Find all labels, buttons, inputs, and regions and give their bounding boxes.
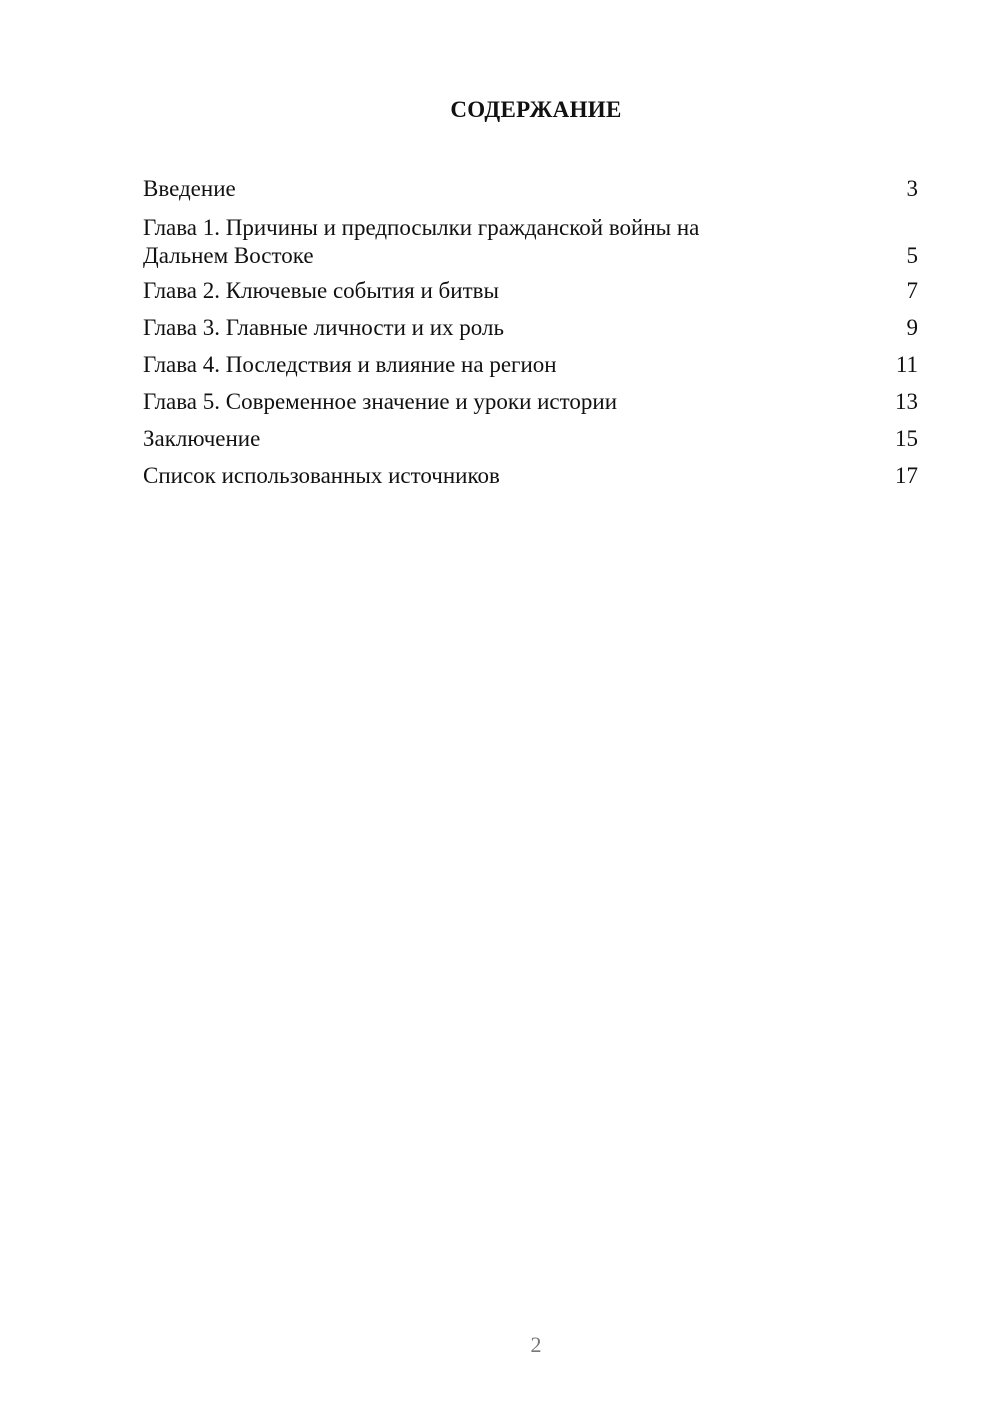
toc-entry-page-number: 9: [906, 315, 918, 340]
toc-entry-page-number: 15: [895, 426, 918, 451]
toc-entry-page-number: 17: [895, 463, 918, 488]
toc-entry-page-number: 13: [895, 389, 918, 414]
toc-entry-title: Глава 4. Последствия и влияние на регион: [143, 352, 557, 377]
toc-entry-page-number: 7: [906, 278, 918, 303]
table-of-contents: [143, 168, 918, 492]
toc-entry-chapter-5: [143, 381, 918, 418]
toc-entry-chapter-2: [143, 270, 918, 307]
toc-entry-title-line-2: Дальнем Востоке: [143, 243, 314, 268]
toc-entry-page-number: 3: [906, 176, 918, 201]
toc-entry-title: Список использованных источников: [143, 463, 500, 488]
toc-entry-title: Глава 3. Главные личности и их роль: [143, 315, 504, 340]
toc-entry-chapter-1: [143, 205, 918, 270]
toc-entry-title: Введение: [143, 176, 236, 201]
toc-entry-title: [143, 214, 699, 270]
toc-entry-title: Глава 5. Современное значение и уроки истории: [143, 389, 618, 414]
toc-entry-page-number: 5: [906, 243, 918, 268]
toc-entry-introduction: [143, 168, 918, 205]
toc-entry-references: [143, 455, 918, 492]
page-title: СОДЕРЖАНИЕ: [450, 97, 622, 122]
toc-entry-title-line-1: Глава 1. Причины и предпосылки гражданской войны на: [143, 215, 700, 240]
toc-entry-page-number: 11: [895, 352, 918, 377]
toc-entry-title: Глава 2. Ключевые события и битвы: [143, 278, 499, 303]
page-number: 2: [530, 1332, 542, 1357]
toc-entry-conclusion: [143, 418, 918, 455]
toc-entry-title: Заключение: [143, 426, 261, 451]
toc-entry-chapter-4: [143, 344, 918, 381]
toc-entry-chapter-3: [143, 307, 918, 344]
